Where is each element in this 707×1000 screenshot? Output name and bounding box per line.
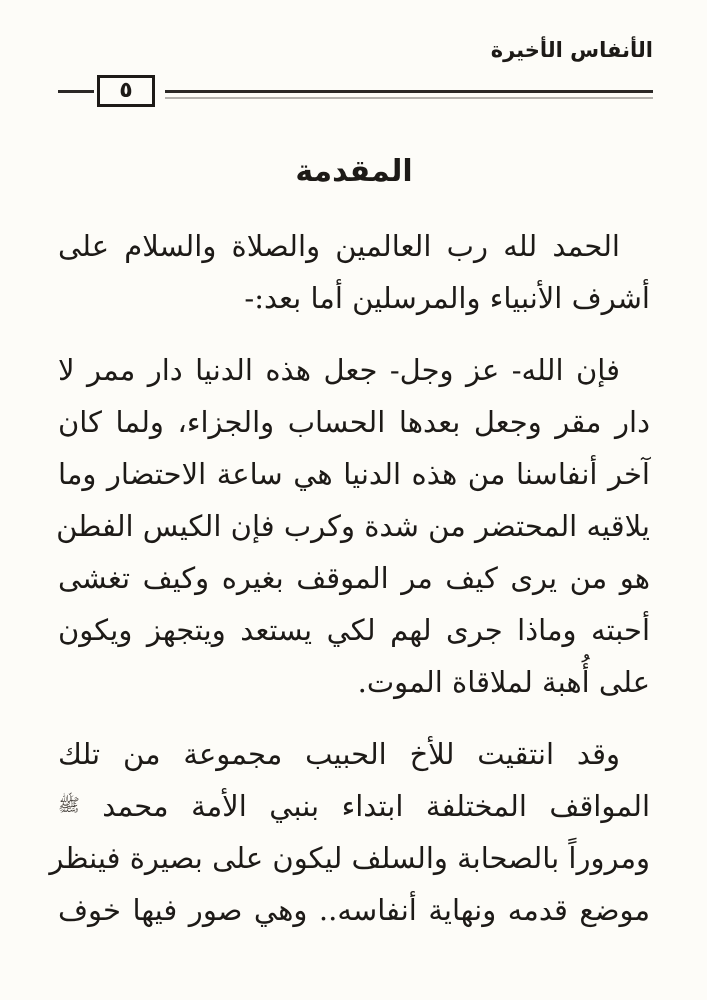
text-line: أحبته وماذا جرى لهم لكي يستعد ويتجهز ويكون	[58, 613, 650, 647]
text-line: أشرف الأنبياء والمرسلين أما بعد:-	[244, 281, 650, 315]
text-line: على أُهبة لملاقاة الموت.	[357, 665, 650, 699]
text-line: ومروراً بالصحابة والسلف ليكون على بصيرة فينظر	[49, 841, 650, 875]
paragraph-2	[58, 344, 650, 708]
running-header	[0, 0, 707, 130]
text-line: هو من يرى كيف مر الموقف بغيره وكيف تغشى	[58, 561, 650, 595]
text-line: موضع قدمه ونهاية أنفاسه.. وهي صور فيها خوف	[58, 893, 650, 927]
book-title: الأنفاس الأخيرة	[490, 38, 653, 62]
page-body	[49, 150, 651, 956]
text-line: وقد انتقيت للأخ الحبيب مجموعة من تلك	[58, 737, 620, 771]
header-rule-left	[58, 90, 94, 93]
header-rule-right	[165, 90, 653, 93]
text-line-segment: المواقف المختلفة ابتداء بنبي الأمة محمد	[102, 789, 651, 823]
text-line: فإن الله- عز وجل- جعل هذه الدنيا دار ممر لا	[58, 353, 620, 387]
text-line-with-honorific	[58, 780, 650, 832]
section-title: المقدمة	[295, 154, 413, 189]
text-line: يلاقيه المحتضر من شدة وكرب فإن الكيس الفطن	[56, 509, 650, 543]
honorific-symbol: ﷺ	[58, 795, 80, 816]
paragraph-1	[58, 220, 650, 324]
text-line: الحمد لله رب العالمين والصلاة والسلام على	[58, 229, 620, 263]
text-line: دار مقر وجعل بعدها الحساب والجزاء، ولما كان	[58, 405, 650, 439]
paragraph-3	[49, 728, 651, 936]
page-number-box	[97, 75, 155, 107]
text-line: آخر أنفاسنا من هذه الدنيا هي ساعة الاحتضار وما	[58, 457, 650, 491]
page-number: ٥	[119, 78, 133, 103]
